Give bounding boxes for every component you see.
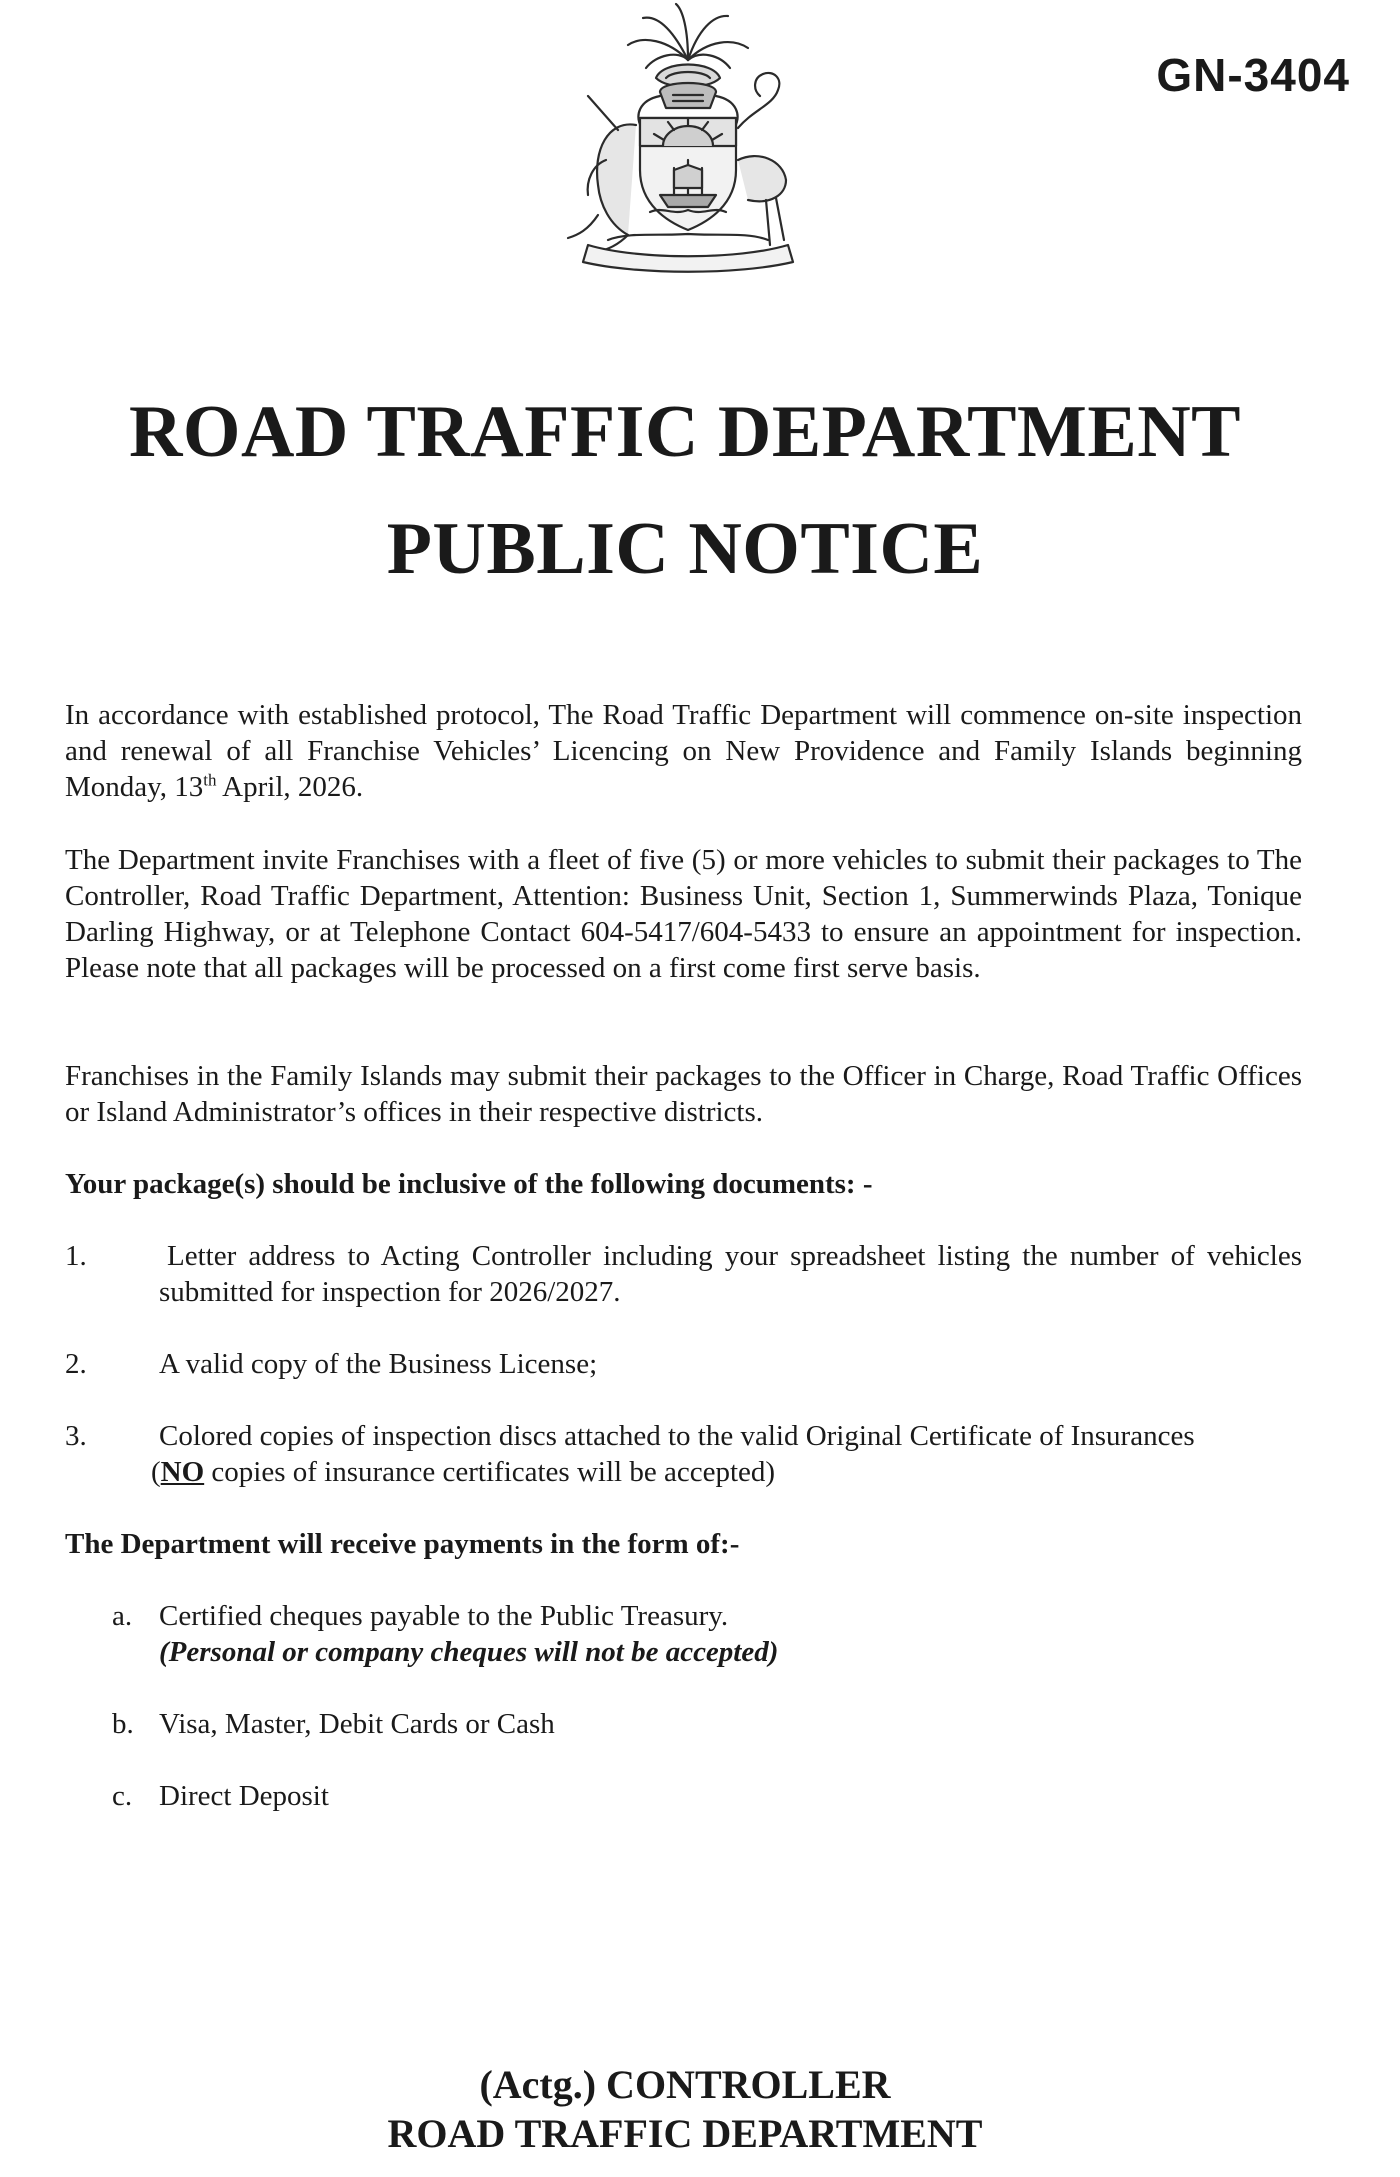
department-title: ROAD TRAFFIC DEPARTMENT [128, 391, 1242, 473]
intro-paragraph-text: In accordance with established protocol, The Road Traffic Department will commence on-site inspection and renewal of all Franchise Vehicles’ Licencing on New Providence and Family Islands beginning Monday, 13 [65, 699, 1302, 803]
signature-department: ROAD TRAFFIC DEPARTMENT [387, 2111, 983, 2156]
no-emphasis: NO [160, 1456, 205, 1488]
list-item-number: 3. [65, 1420, 87, 1452]
coat-of-arms-icon [548, 0, 828, 275]
list-item [65, 1346, 1302, 1386]
list-item-text: Visa, Master, Debit Cards or Cash [159, 1708, 555, 1740]
list-item [65, 1418, 1302, 1498]
list-item [110, 1706, 1300, 1746]
list-item-letter: b. [112, 1708, 134, 1740]
intro-paragraph-date-tail: April, 2026. [216, 771, 364, 803]
list-item-number: 2. [65, 1348, 87, 1380]
notice-code: GN-3404 [1156, 49, 1350, 101]
list-item-text: Colored copies of inspection discs attached to the valid Original Certificate of Insurances [159, 1420, 1195, 1452]
date-ordinal-suffix: th [203, 770, 217, 790]
cheque-exclusion-note: (Personal or company cheques will not be accepted) [159, 1636, 779, 1668]
list-item [110, 1598, 1300, 1678]
payments-heading: The Department will receive payments in the form of:- [65, 1528, 740, 1560]
list-item-letter: a. [112, 1600, 133, 1632]
list-item-continuation [151, 1454, 775, 1490]
intro-paragraph [65, 697, 1302, 805]
open-paren: ( [151, 1456, 161, 1488]
continuation-text: copies of insurance certificates will be accepted) [204, 1456, 776, 1488]
list-item [110, 1778, 1300, 1818]
list-item-text: A valid copy of the Business License; [159, 1348, 598, 1380]
list-item-letter: c. [112, 1780, 133, 1812]
signature-title: (Actg.) CONTROLLER [479, 2062, 891, 2107]
submission-paragraph: The Department invite Franchises with a fleet of five (5) or more vehicles to submit their packages to The Controller, Road Traffic Department, Attention: Business Unit, Section 1, Summerwinds Plaza, Tonique Darling Highway, or at Telephone Contact 604-5417/604-5433 to ensure an appointment for inspection. Please note that all packages will be processed on a first come first serve basis. [65, 844, 1302, 984]
list-item [65, 1238, 1302, 1318]
list-item-number: 1. [65, 1240, 87, 1272]
notice-title: PUBLIC NOTICE [386, 508, 984, 590]
list-item-text: Certified cheques payable to the Public Treasury. [159, 1600, 729, 1632]
documents-heading: Your package(s) should be inclusive of the following documents: - [65, 1168, 873, 1200]
list-item-text: Letter address to Acting Controller including your spreadsheet listing the number of vehicles submitted for inspection for 2026/2027. [159, 1240, 1302, 1308]
family-islands-paragraph: Franchises in the Family Islands may submit their packages to the Officer in Charge, Road Traffic Offices or Island Administrator’s offices in their respective districts. [65, 1060, 1302, 1128]
list-item-text: Direct Deposit [159, 1780, 329, 1812]
